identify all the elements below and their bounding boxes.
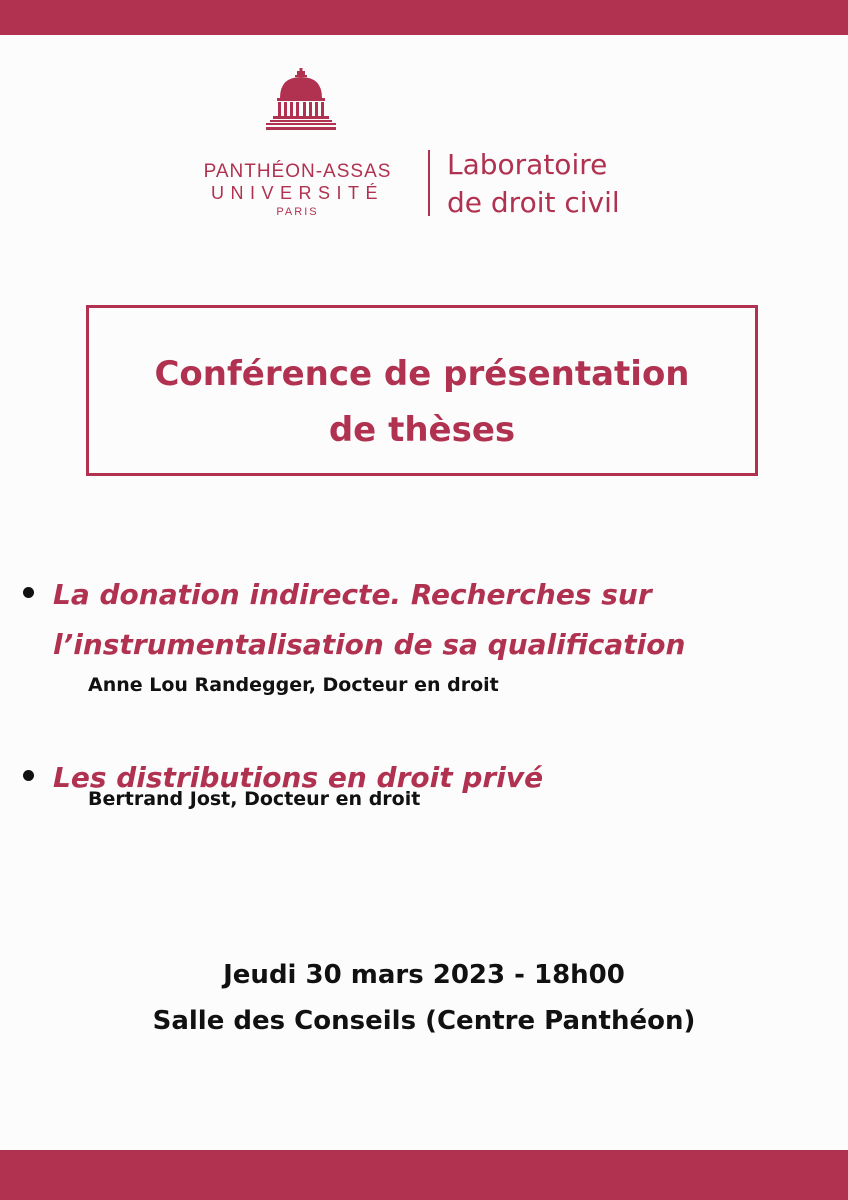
- thesis-title-line1: La donation indirecte. Recherches sur: [53, 578, 652, 611]
- event-location: Salle des Conseils (Centre Panthéon): [152, 1006, 696, 1036]
- thesis-title: [53, 570, 830, 670]
- thesis-title-line2: l’instrumentalisation de sa qualification: [53, 628, 686, 661]
- lab-name: [447, 146, 620, 222]
- lab-name-line2: de droit civil: [447, 186, 620, 219]
- page-title-line1: Conférence de présentation: [154, 354, 690, 394]
- university-name-line2: UNIVERSITÉ: [210, 183, 385, 203]
- bottom-color-band: [0, 1150, 848, 1200]
- event-info: [0, 952, 848, 1044]
- thesis-author: Anne Lou Randegger, Docteur en droit: [88, 674, 499, 696]
- pantheon-dome-icon: [260, 68, 342, 138]
- university-city: PARIS: [276, 206, 319, 218]
- top-color-band: [0, 0, 848, 35]
- bullet-icon: [23, 587, 34, 598]
- logo-divider: [428, 150, 430, 216]
- bullet-icon: [23, 770, 34, 781]
- header-logos: [195, 66, 655, 222]
- thesis-title-line1: Les distributions en droit privé: [53, 761, 544, 794]
- page-title-line2: de thèses: [328, 410, 516, 450]
- lab-name-line1: Laboratoire: [447, 148, 608, 181]
- university-logo: [195, 66, 405, 222]
- university-name-line1: PANTHÉON-ASSAS: [203, 161, 392, 182]
- title-box: [86, 305, 758, 476]
- event-datetime: Jeudi 30 mars 2023 - 18h00: [223, 960, 625, 990]
- thesis-author: Bertrand Jost, Docteur en droit: [88, 788, 421, 810]
- page-title: [89, 346, 755, 458]
